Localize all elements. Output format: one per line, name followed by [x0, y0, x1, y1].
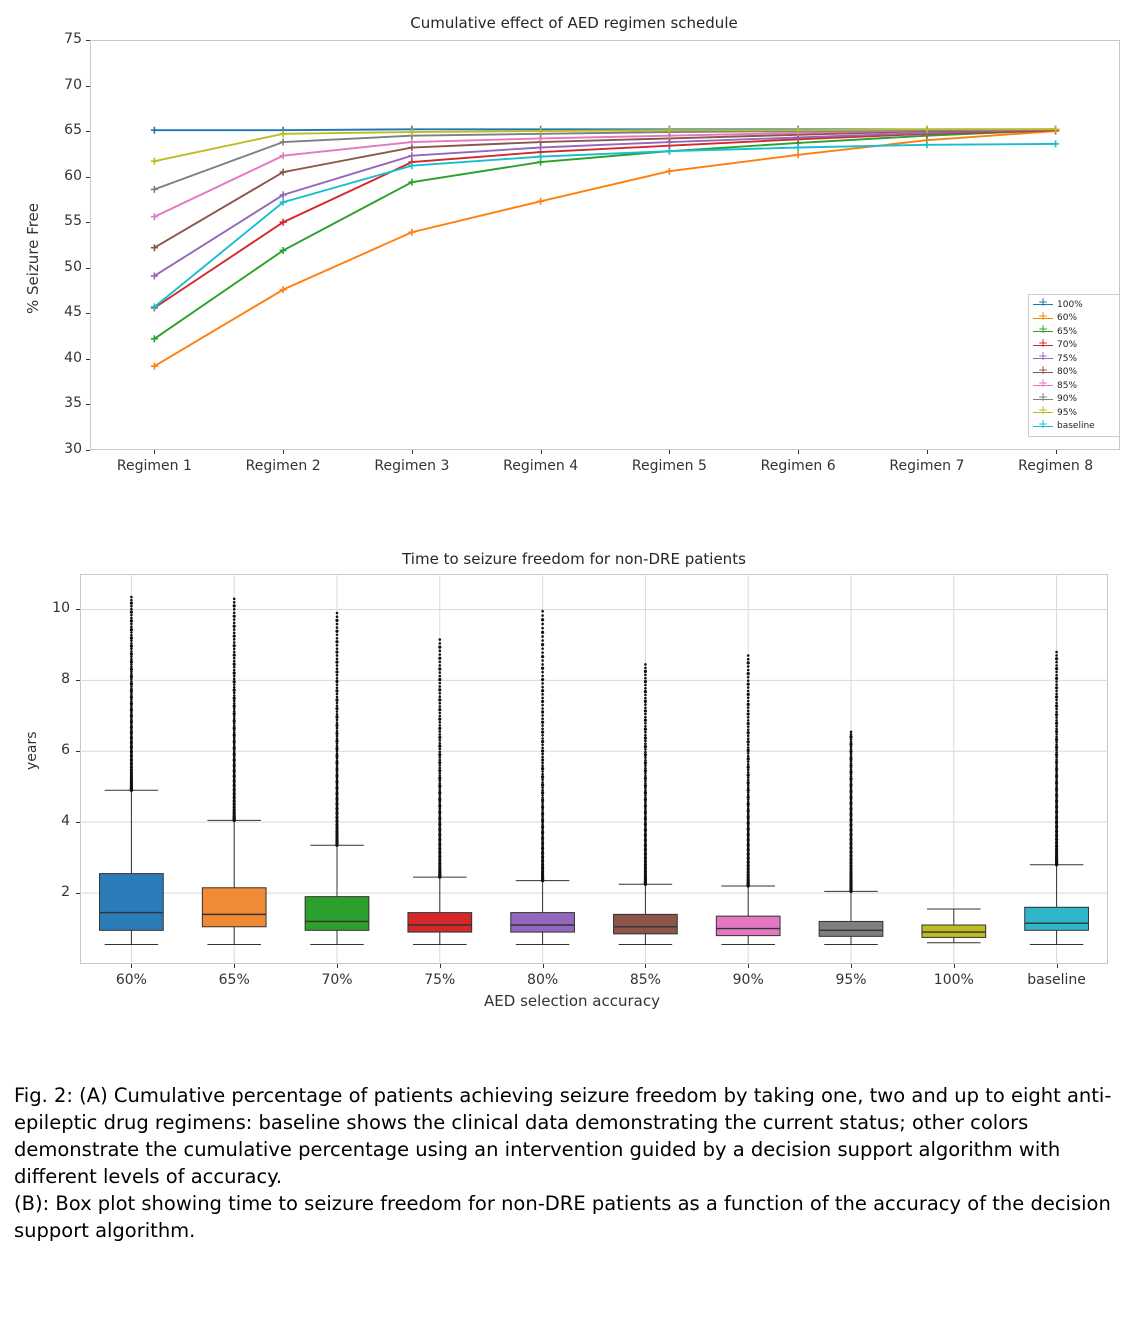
- legend-label: 100%: [1057, 299, 1083, 310]
- panel-b-x-tick: 100%: [933, 972, 974, 988]
- legend-label: 75%: [1057, 353, 1078, 364]
- panel-a-y-tickmark: [86, 404, 90, 405]
- panel-b-y-tick: 4: [61, 813, 70, 830]
- panel-a-y-tick: 70: [64, 76, 82, 93]
- panel-a-x-tick: Regimen 1: [116, 458, 192, 474]
- legend-line-icon: [1033, 399, 1053, 400]
- panel-a-x-tickmark: [1056, 450, 1057, 454]
- panel-a-y-tickmark: [86, 177, 90, 178]
- legend-line-icon: [1033, 385, 1053, 386]
- panel-a-y-tickmark: [86, 86, 90, 87]
- panel-b-x-tick: baseline: [1027, 972, 1086, 988]
- legend-item: [1033, 420, 1115, 434]
- legend-line-icon: [1033, 358, 1053, 359]
- panel-b-y-tick: 8: [61, 671, 70, 688]
- panel-a-y-tickmark: [86, 450, 90, 451]
- panel-b-x-tickmark: [954, 964, 955, 968]
- panel-b-x-tickmark: [131, 964, 132, 968]
- legend-label: 60%: [1057, 313, 1078, 324]
- panel-a-x-tickmark: [927, 450, 928, 454]
- panel-b-x-tickmark: [440, 964, 441, 968]
- panel-b-x-tickmark: [851, 964, 852, 968]
- panel-a-x-tick: Regimen 4: [503, 458, 579, 474]
- legend-label: 90%: [1057, 394, 1078, 405]
- panel-b-y-tickmark: [76, 609, 80, 610]
- panel-b-y-tick: 10: [52, 600, 70, 617]
- panel-a-y-tick: 50: [64, 258, 82, 275]
- legend-line-icon: [1033, 331, 1053, 332]
- legend-label: 95%: [1057, 407, 1078, 418]
- panel-b-x-tickmark: [337, 964, 338, 968]
- panel-b-x-tickmark: [234, 964, 235, 968]
- panel-a-y-tick: 75: [64, 31, 82, 47]
- panel-a-x-tickmark: [669, 450, 670, 454]
- panel-a-y-tick: 35: [64, 395, 82, 412]
- legend-line-icon: [1033, 412, 1053, 413]
- panel-b-x-tickmark: [1057, 964, 1058, 968]
- panel-a-x-tickmark: [412, 450, 413, 454]
- caption-line-2: (B): Box plot showing time to seizure freedom for non-DRE patients as a function of the accuracy of the decision support algorithm.: [14, 1192, 1111, 1242]
- panel-a-x-tick: Regimen 2: [245, 458, 321, 474]
- panel-b-x-tick: 60%: [115, 972, 147, 988]
- legend-line-icon: [1033, 372, 1053, 373]
- legend-line-icon: [1033, 318, 1053, 319]
- panel-a-x-tick: Regimen 6: [760, 458, 836, 474]
- panel-b-x-tick: 75%: [424, 972, 456, 988]
- panel-a-y-tick: 45: [64, 304, 82, 321]
- panel-a-x-tickmark: [798, 450, 799, 454]
- panel-a-y-tick: 30: [64, 441, 82, 457]
- panel-b-y-tickmark: [76, 680, 80, 681]
- panel-b-x-tickmark: [543, 964, 544, 968]
- panel-a-y-tickmark: [86, 359, 90, 360]
- panel-a-lines: [90, 40, 1120, 450]
- legend-label: baseline: [1057, 421, 1095, 432]
- panel-b-y-tickmark: [76, 893, 80, 894]
- panel-b-y-tick: 6: [61, 742, 70, 759]
- legend-line-icon: [1033, 304, 1053, 305]
- panel-b-x-tickmark: [645, 964, 646, 968]
- legend-label: 80%: [1057, 367, 1078, 378]
- panel-a-x-tick: Regimen 3: [374, 458, 450, 474]
- panel-b-x-tick: 80%: [527, 972, 559, 988]
- panel-a-x-tickmark: [283, 450, 284, 454]
- panel-a-line-chart: [18, 14, 1130, 484]
- panel-b-x-tick: 65%: [218, 972, 250, 988]
- panel-a-y-tickmark: [86, 131, 90, 132]
- panel-b-y-tickmark: [76, 822, 80, 823]
- panel-a-y-tick: 55: [64, 213, 82, 230]
- panel-a-y-tick: 60: [64, 167, 82, 184]
- panel-a-y-axis-label: % Seizure Free: [24, 203, 42, 314]
- panel-a-y-tickmark: [86, 313, 90, 314]
- panel-a-y-tickmark: [86, 222, 90, 223]
- panel-b-y-tick: 2: [61, 884, 70, 901]
- panel-a-x-tick: Regimen 7: [889, 458, 965, 474]
- panel-a-title: Cumulative effect of AED regimen schedule: [410, 14, 738, 32]
- panel-a-y-tick: 40: [64, 349, 82, 366]
- figure-caption: [14, 1082, 1142, 1244]
- panel-a-y-tickmark: [86, 40, 90, 41]
- panel-b-title: Time to seizure freedom for non-DRE patients: [402, 550, 746, 568]
- legend-line-icon: [1033, 426, 1053, 427]
- panel-b-x-tickmark: [748, 964, 749, 968]
- caption-line-1: Fig. 2: (A) Cumulative percentage of patients achieving seizure freedom by taking one, two and up to eight anti-epileptic drug regimens: baseline shows the clinical data demonstrating the current status; other colors demonstrate the cumulative percentage using an intervention guided by a decision support algorithm with different levels of accuracy.: [14, 1084, 1112, 1188]
- legend-line-icon: [1033, 345, 1053, 346]
- panel-b-x-tick: 90%: [732, 972, 764, 988]
- panel-b-x-tick: 70%: [321, 972, 353, 988]
- panel-b-boxes: [80, 574, 1108, 964]
- panel-a-y-tickmark: [86, 268, 90, 269]
- legend-label: 65%: [1057, 326, 1078, 337]
- panel-b-y-tickmark: [76, 751, 80, 752]
- panel-a-x-tick: Regimen 5: [631, 458, 707, 474]
- panel-a-y-tick: 65: [64, 122, 82, 139]
- panel-b-x-axis-label: AED selection accuracy: [484, 992, 660, 1010]
- panel-a-x-tickmark: [541, 450, 542, 454]
- panel-a-x-tickmark: [154, 450, 155, 454]
- panel-b-x-tick: 85%: [629, 972, 661, 988]
- panel-a-legend: [1028, 294, 1120, 437]
- legend-label: 70%: [1057, 340, 1078, 351]
- panel-b-x-tick: 95%: [835, 972, 867, 988]
- panel-b-box-chart: [18, 530, 1130, 1040]
- panel-a-x-tick: Regimen 8: [1018, 458, 1094, 474]
- panel-b-y-axis-label: years: [24, 731, 40, 770]
- legend-label: 85%: [1057, 380, 1078, 391]
